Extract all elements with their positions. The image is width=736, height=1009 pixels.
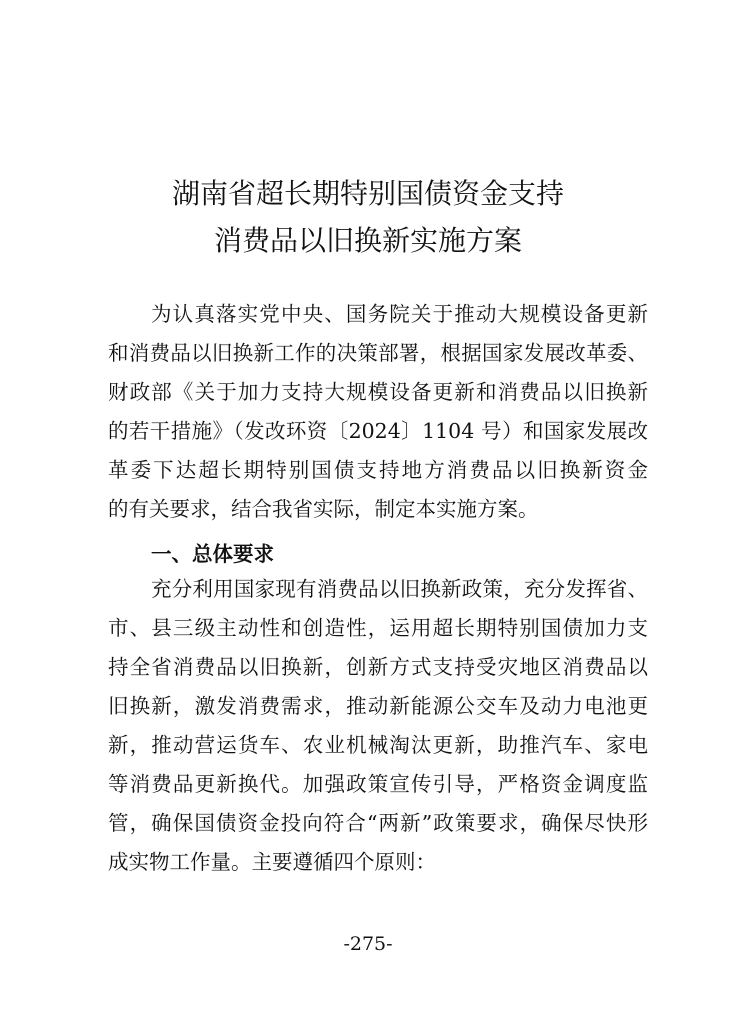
document-title-line-1: 湖南省超长期特别国债资金支持: [171, 177, 564, 210]
paragraph-line: 充分利用国家现有消费品以旧换新政策，充分发挥省、: [151, 577, 648, 601]
section-heading: 一、总体要求: [151, 542, 274, 566]
paragraph-line: 成实物工作量。主要遵循四个原则：: [108, 850, 436, 874]
paragraph-line: 革委下达超长期特别国债支持地方消费品以旧换新资金: [108, 458, 648, 482]
paragraph-line: 的若干措施》（发改环资〔2024〕1104 号）和国家发展改: [108, 419, 648, 443]
paragraph-line: 管，确保国债资金投向符合“两新”政策要求，确保尽快形: [108, 811, 648, 835]
paragraph-line: 为认真落实党中央、国务院关于推动大规模设备更新: [151, 302, 648, 326]
page-number: -275-: [343, 933, 393, 955]
paragraph-line: 持全省消费品以旧换新，创新方式支持受灾地区消费品以: [108, 655, 648, 679]
paragraph-line: 新，推动营运货车、农业机械淘汰更新，助推汽车、家电: [108, 733, 648, 757]
document-title-line-2: 消费品以旧换新实施方案: [213, 224, 522, 257]
paragraph-line: 旧换新，激发消费需求，推动新能源公交车及动力电池更: [108, 694, 648, 718]
paragraph-line: 的有关要求，结合我省实际，制定本实施方案。: [108, 497, 539, 521]
paragraph-line: 财政部《关于加力支持大规模设备更新和消费品以旧换新: [108, 380, 648, 404]
paragraph-line: 市、县三级主动性和创造性，运用超长期特别国债加力支: [108, 616, 648, 640]
paragraph-line: 和消费品以旧换新工作的决策部署，根据国家发展改革委、: [108, 341, 648, 365]
paragraph-line: 等消费品更新换代。加强政策宣传引导，严格资金调度监: [108, 772, 648, 796]
